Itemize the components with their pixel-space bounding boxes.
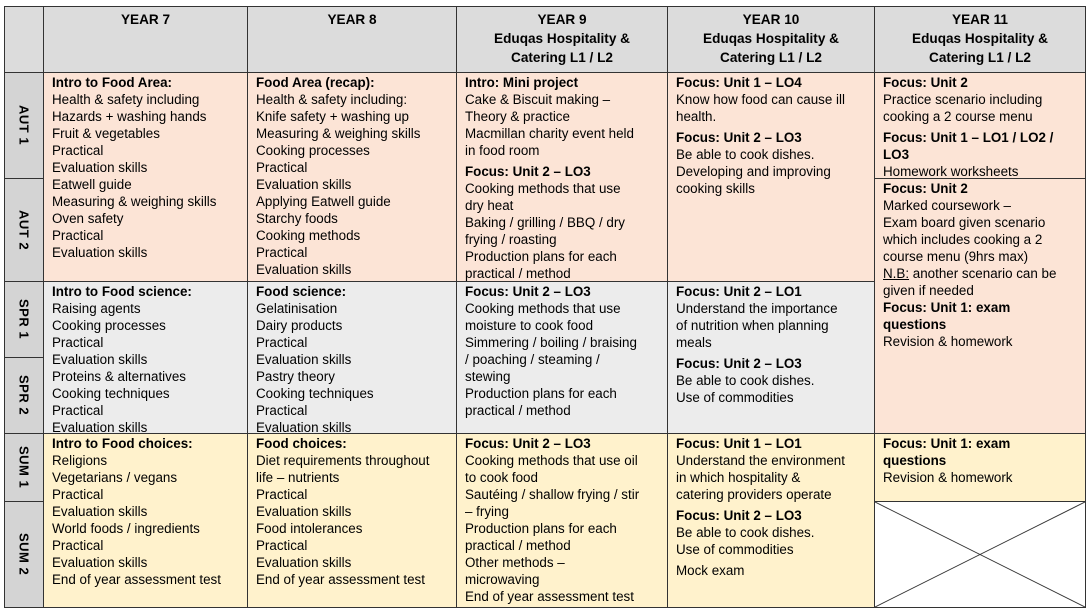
topic-line: Baking / grilling / BBQ / dry bbox=[465, 215, 626, 230]
topic-line: Vegetarians / vegans bbox=[52, 470, 178, 485]
focus-heading: Focus: Unit 2 – LO3 bbox=[465, 284, 591, 299]
header-subtitle-line: Eduqas Hospitality & bbox=[912, 31, 1048, 46]
focus-heading: Focus: Unit 2 bbox=[883, 75, 968, 90]
focus-heading: Focus: Unit 2 – LO3 bbox=[676, 356, 802, 371]
focus-heading: Intro: Mini project bbox=[465, 75, 579, 90]
topic-line: End of year assessment test bbox=[465, 589, 634, 604]
topic-line: cooking skills bbox=[676, 181, 755, 196]
topic-line: Pastry theory bbox=[256, 369, 335, 384]
topic-line: Evaluation skills bbox=[256, 555, 352, 570]
topic-line: Evaluation skills bbox=[52, 420, 148, 434]
focus-heading: Focus: Unit 2 – LO3 bbox=[676, 508, 802, 523]
term-label-spr2: SPR 2 bbox=[4, 357, 44, 434]
topic-line: Practical bbox=[256, 245, 308, 260]
topic-line: Practical bbox=[256, 538, 308, 553]
topic-line: cooking a 2 course menu bbox=[883, 109, 1033, 124]
header-year-10 bbox=[667, 6, 875, 73]
focus-heading: Intro to Food Area: bbox=[52, 75, 173, 90]
cell-year10-spring bbox=[667, 281, 875, 434]
topic-line: Theory & practice bbox=[465, 109, 570, 124]
topic-line: microwaving bbox=[465, 572, 540, 587]
header-year-11 bbox=[874, 6, 1086, 73]
topic-line: Practical bbox=[52, 228, 104, 243]
topic-line: meals bbox=[676, 335, 712, 350]
topic-line: health. bbox=[676, 109, 717, 124]
topic-line: Diet requirements throughout bbox=[256, 453, 430, 468]
focus-heading: questions bbox=[883, 453, 947, 468]
focus-heading: Focus: Unit 2 – LO3 bbox=[465, 164, 591, 179]
topic-line: Health & safety including: bbox=[256, 92, 408, 107]
topic-line: Cake & Biscuit making – bbox=[465, 92, 611, 107]
focus-heading: Focus: Unit 1 – LO1 / LO2 / bbox=[883, 130, 1054, 145]
focus-heading: Focus: Unit 2 – LO1 bbox=[676, 284, 802, 299]
topic-line: Practical bbox=[256, 160, 308, 175]
topic-line: Cooking methods that use bbox=[465, 301, 621, 316]
topic-line: frying / roasting bbox=[465, 232, 557, 247]
topic-line: Production plans for each bbox=[465, 521, 617, 536]
cell-year7-summer bbox=[43, 433, 248, 608]
topic-line: Revision & homework bbox=[883, 470, 1013, 485]
focus-heading: Food Area (recap): bbox=[256, 75, 375, 90]
topic-line: Understand the importance bbox=[676, 301, 838, 316]
note-text: another scenario can be bbox=[909, 266, 1057, 281]
topic-line: Knife safety + washing up bbox=[256, 109, 409, 124]
topic-line: Cooking processes bbox=[52, 318, 166, 333]
topic-line: Be able to cook dishes. bbox=[676, 147, 815, 162]
term-label-spr1: SPR 1 bbox=[4, 281, 44, 358]
topic-line: Practical bbox=[256, 335, 308, 350]
cell-year8-spring bbox=[247, 281, 457, 434]
header-year-label: YEAR 9 bbox=[537, 12, 587, 27]
topic-line: Revision & homework bbox=[883, 334, 1013, 349]
topic-line: of nutrition when planning bbox=[676, 318, 829, 333]
topic-line: Understand the environment bbox=[676, 453, 845, 468]
topic-line: Use of commodities bbox=[676, 542, 794, 557]
focus-heading: Focus: Unit 1 – LO4 bbox=[676, 75, 802, 90]
topic-line: Practical bbox=[52, 335, 104, 350]
topic-line: Evaluation skills bbox=[256, 352, 352, 367]
header-year-9 bbox=[456, 6, 668, 73]
header-year-label: YEAR 7 bbox=[120, 12, 171, 27]
topic-line: in which hospitality & bbox=[676, 470, 801, 485]
topic-line: Evaluation skills bbox=[256, 504, 352, 519]
topic-line: Homework worksheets bbox=[883, 164, 1019, 179]
focus-heading: Focus: Unit 2 bbox=[883, 181, 968, 196]
cell-year10-autumn bbox=[667, 72, 875, 282]
topic-line: End of year assessment test bbox=[52, 572, 221, 587]
topic-line: Production plans for each bbox=[465, 386, 617, 401]
topic-line: Raising agents bbox=[52, 301, 141, 316]
focus-heading: Focus: Unit 1: exam bbox=[883, 436, 1011, 451]
topic-line: Evaluation skills bbox=[52, 160, 148, 175]
topic-line: – frying bbox=[465, 504, 509, 519]
header-year-label: YEAR 11 bbox=[952, 12, 1008, 27]
cell-year9-summer bbox=[456, 433, 668, 608]
topic-line: Cooking processes bbox=[256, 143, 370, 158]
cell-year9-spring bbox=[456, 281, 668, 434]
topic-line: Simmering / boiling / braising bbox=[465, 335, 637, 350]
topic-line: practical / method bbox=[465, 538, 571, 553]
header-subtitle-line: Catering L1 / L2 bbox=[929, 50, 1031, 65]
focus-heading: Focus: Unit 2 – LO3 bbox=[465, 436, 591, 451]
focus-heading: questions bbox=[883, 317, 947, 332]
cell-year8-summer bbox=[247, 433, 457, 608]
topic-line: Cooking methods bbox=[256, 228, 361, 243]
topic-line: Gelatinisation bbox=[256, 301, 338, 316]
focus-heading: Focus: Unit 1 – LO1 bbox=[676, 436, 802, 451]
topic-line: life – nutrients bbox=[256, 470, 340, 485]
topic-line: Oven safety bbox=[52, 211, 124, 226]
topic-line: Starchy foods bbox=[256, 211, 338, 226]
header-corner-cell bbox=[4, 6, 44, 73]
topic-line: stewing bbox=[465, 369, 511, 384]
topic-line: Food intolerances bbox=[256, 521, 363, 536]
topic-line: Dairy products bbox=[256, 318, 343, 333]
topic-line: practical / method bbox=[465, 403, 571, 418]
topic-line: Evaluation skills bbox=[52, 555, 148, 570]
term-label-sum2: SUM 2 bbox=[4, 501, 44, 608]
topic-line: Practical bbox=[52, 403, 104, 418]
topic-line: Applying Eatwell guide bbox=[256, 194, 391, 209]
cell-year11-aut1 bbox=[874, 72, 1086, 179]
topic-line: Practical bbox=[52, 143, 104, 158]
term-label-sum1: SUM 1 bbox=[4, 433, 44, 502]
topic-line: Practical bbox=[52, 487, 104, 502]
topic-line: in food room bbox=[465, 143, 540, 158]
cell-year11-aut2-spring bbox=[874, 178, 1086, 434]
topic-line: Evaluation skills bbox=[52, 245, 148, 260]
topic-line: Cooking methods that use bbox=[465, 181, 621, 196]
header-subtitle-line: Catering L1 / L2 bbox=[720, 50, 822, 65]
topic-line: course menu (9hrs max) bbox=[883, 249, 1029, 264]
focus-heading: Focus: Unit 2 – LO3 bbox=[676, 130, 802, 145]
topic-line: End of year assessment test bbox=[256, 572, 425, 587]
curriculum-table bbox=[4, 6, 1086, 608]
topic-line: Sautéing / shallow frying / stir bbox=[465, 487, 640, 502]
cell-year11-sum1 bbox=[874, 433, 1086, 502]
header-year-label: YEAR 10 bbox=[742, 12, 800, 27]
note-label: N.B: bbox=[883, 266, 910, 281]
topic-line: Know how food can cause ill bbox=[676, 92, 845, 107]
header-subtitle-line: Catering L1 / L2 bbox=[511, 50, 613, 65]
cell-year9-autumn bbox=[456, 72, 668, 282]
topic-line: Evaluation skills bbox=[256, 262, 352, 277]
topic-line: Hazards + washing hands bbox=[52, 109, 207, 124]
topic-line: which includes cooking a 2 bbox=[883, 232, 1043, 247]
topic-line: Use of commodities bbox=[676, 390, 794, 405]
cell-year7-autumn bbox=[43, 72, 248, 282]
topic-line: Fruit & vegetables bbox=[52, 126, 160, 141]
topic-line: Macmillan charity event held bbox=[465, 126, 634, 141]
topic-line: Other methods – bbox=[465, 555, 565, 570]
focus-heading: Food choices: bbox=[256, 436, 347, 451]
focus-heading: Intro to Food science: bbox=[52, 284, 192, 299]
cell-year8-autumn bbox=[247, 72, 457, 282]
topic-line: Measuring & weighing skills bbox=[52, 194, 217, 209]
topic-line: Evaluation skills bbox=[256, 177, 352, 192]
topic-line: Be able to cook dishes. bbox=[676, 525, 815, 540]
term-label-aut1: AUT 1 bbox=[4, 72, 44, 179]
topic-line: Be able to cook dishes. bbox=[676, 373, 815, 388]
topic-line: practical / method bbox=[465, 266, 571, 281]
header-year-8 bbox=[247, 6, 457, 73]
topic-line: moisture to cook food bbox=[465, 318, 594, 333]
topic-line: Marked coursework – bbox=[883, 198, 1012, 213]
topic-line: Eatwell guide bbox=[52, 177, 132, 192]
topic-line: Practical bbox=[256, 487, 308, 502]
topic-line: Practical bbox=[256, 403, 308, 418]
cell-year11-sum2-empty bbox=[874, 501, 1086, 608]
topic-line: World foods / ingredients bbox=[52, 521, 200, 536]
topic-line: Evaluation skills bbox=[52, 504, 148, 519]
focus-heading: Intro to Food choices: bbox=[52, 436, 193, 451]
topic-line: Health & safety including bbox=[52, 92, 200, 107]
topic-line bbox=[883, 265, 1081, 282]
cell-year10-summer bbox=[667, 433, 875, 608]
focus-heading: LO3 bbox=[883, 147, 910, 162]
topic-line: Developing and improving bbox=[676, 164, 831, 179]
topic-line: Measuring & weighing skills bbox=[256, 126, 421, 141]
topic-line: dry heat bbox=[465, 198, 514, 213]
topic-line: Exam board given scenario bbox=[883, 215, 1046, 230]
crossed-out-cell-mark bbox=[875, 502, 1085, 607]
topic-line: Practical bbox=[52, 538, 104, 553]
topic-line: Practice scenario including bbox=[883, 92, 1043, 107]
topic-line: / poaching / steaming / bbox=[465, 352, 600, 367]
focus-heading: Focus: Unit 1: exam bbox=[883, 300, 1011, 315]
topic-line: Production plans for each bbox=[465, 249, 617, 264]
header-year-label: YEAR 8 bbox=[327, 12, 377, 27]
topic-line: catering providers operate bbox=[676, 487, 832, 502]
cell-year7-spring bbox=[43, 281, 248, 434]
topic-line: Cooking techniques bbox=[256, 386, 374, 401]
topic-line: Religions bbox=[52, 453, 108, 468]
topic-line: Mock exam bbox=[676, 563, 745, 578]
term-label-aut2: AUT 2 bbox=[4, 178, 44, 282]
header-year-7 bbox=[43, 6, 248, 73]
topic-line: Evaluation skills bbox=[52, 352, 148, 367]
topic-line: Evaluation skills bbox=[256, 420, 352, 434]
topic-line: given if needed bbox=[883, 283, 974, 298]
topic-line: Proteins & alternatives bbox=[52, 369, 186, 384]
topic-line: to cook food bbox=[465, 470, 538, 485]
focus-heading: Food science: bbox=[256, 284, 347, 299]
topic-line: Cooking methods that use oil bbox=[465, 453, 638, 468]
header-subtitle-line: Eduqas Hospitality & bbox=[703, 31, 839, 46]
header-subtitle-line: Eduqas Hospitality & bbox=[494, 31, 630, 46]
topic-line: Cooking techniques bbox=[52, 386, 170, 401]
